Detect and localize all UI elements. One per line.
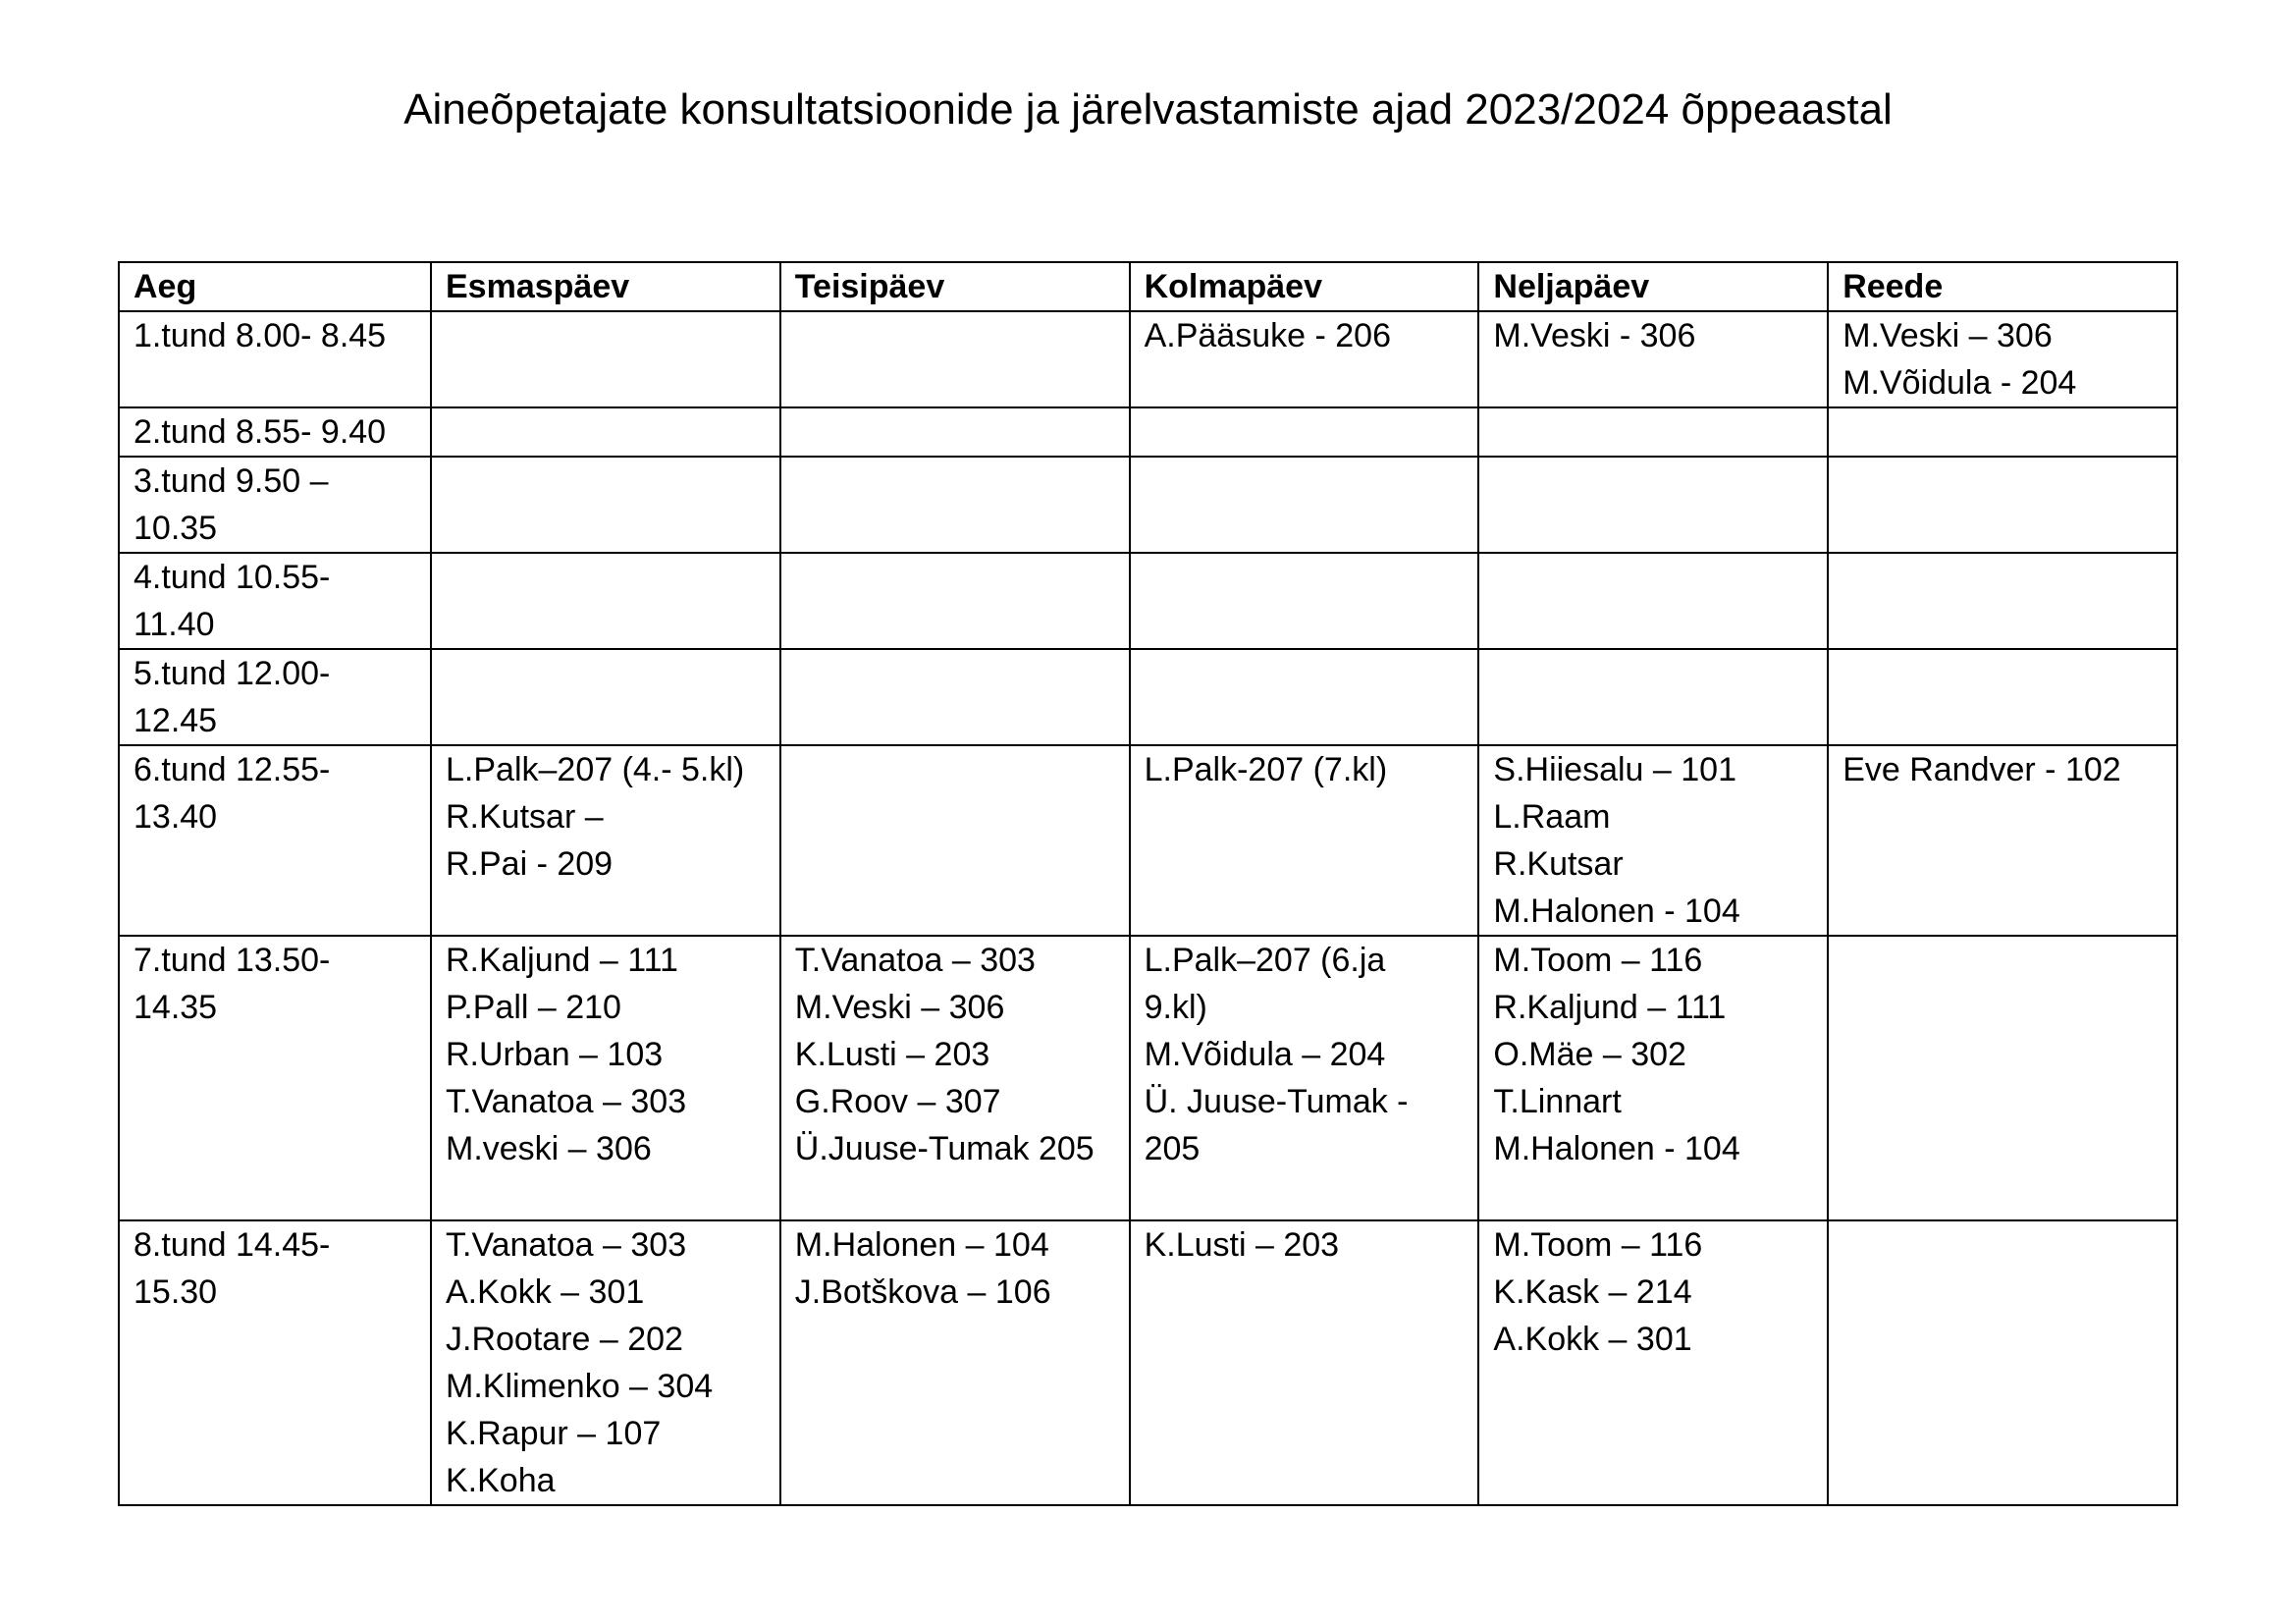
- teacher-entry: T.Linnart: [1493, 1083, 1622, 1120]
- schedule-cell-friday: [1828, 936, 2177, 1220]
- teacher-entry: M.Võidula – 204: [1144, 1036, 1386, 1073]
- teacher-entry: M.Klimenko – 304: [446, 1368, 714, 1405]
- time-cell: [119, 553, 431, 649]
- teacher-entry: T.Vanatoa – 303: [446, 1083, 687, 1120]
- time-cell: [119, 311, 431, 407]
- time-text: 3.tund 9.50 –: [133, 462, 329, 500]
- schedule-cell-tuesday: [780, 311, 1130, 407]
- time-text: 6.tund 12.55-: [133, 751, 331, 788]
- schedule-cell-monday: [431, 457, 780, 553]
- schedule-cell-thursday: [1478, 649, 1828, 745]
- time-text: 14.35: [133, 989, 218, 1026]
- schedule-cell-tuesday: [780, 407, 1130, 457]
- teacher-entry: K.Rapur – 107: [446, 1415, 662, 1452]
- teacher-entry: L.Palk–207 (4.- 5.kl): [446, 751, 745, 788]
- schedule-cell-wednesday: [1130, 1220, 1479, 1505]
- schedule-cell-tuesday: [780, 1220, 1130, 1505]
- teacher-entry: O.Mäe – 302: [1493, 1036, 1686, 1073]
- teacher-entry: J.Botškova – 106: [794, 1273, 1051, 1311]
- teacher-entry: P.Pall – 210: [446, 989, 621, 1026]
- header-friday: Reede: [1828, 262, 2177, 311]
- schedule-cell-wednesday: [1130, 745, 1479, 936]
- schedule-cell-monday: [431, 936, 780, 1220]
- time-text: 5.tund 12.00-: [133, 655, 331, 692]
- table-row: [119, 649, 2177, 745]
- schedule-cell-friday: [1828, 553, 2177, 649]
- header-tuesday: Teisipäev: [780, 262, 1130, 311]
- teacher-entry: L.Palk-207 (7.kl): [1144, 751, 1388, 788]
- consultation-schedule-table: [118, 261, 2178, 1506]
- schedule-cell-friday: [1828, 457, 2177, 553]
- schedule-cell-friday: [1828, 407, 2177, 457]
- schedule-cell-wednesday: [1130, 936, 1479, 1220]
- table-row: [119, 553, 2177, 649]
- time-text: 1.tund 8.00- 8.45: [133, 317, 387, 354]
- schedule-cell-tuesday: [780, 649, 1130, 745]
- time-text: 2.tund 8.55- 9.40: [133, 413, 387, 451]
- teacher-entry: M.Võidula - 204: [1842, 364, 2077, 402]
- schedule-cell-thursday: [1478, 457, 1828, 553]
- schedule-cell-wednesday: [1130, 311, 1479, 407]
- teacher-entry: K.Lusti – 203: [1144, 1226, 1340, 1264]
- teacher-entry: M.Halonen - 104: [1493, 893, 1740, 930]
- table-row: [119, 457, 2177, 553]
- teacher-entry: K.Lusti – 203: [794, 1036, 990, 1073]
- header-row: [119, 262, 2177, 311]
- teacher-entry: 205: [1144, 1130, 1201, 1167]
- teacher-entry: R.Pai - 209: [446, 845, 614, 883]
- table-row: [119, 745, 2177, 936]
- teacher-entry: L.Raam: [1493, 798, 1611, 836]
- teacher-entry: T.Vanatoa – 303: [794, 942, 1036, 979]
- teacher-entry: G.Roov – 307: [794, 1083, 1001, 1120]
- teacher-entry: R.Kutsar: [1493, 845, 1624, 883]
- schedule-cell-friday: [1828, 1220, 2177, 1505]
- teacher-entry: K.Kask – 214: [1493, 1273, 1692, 1311]
- time-text: 10.35: [133, 510, 218, 547]
- time-text: 12.45: [133, 702, 218, 739]
- schedule-cell-tuesday: [780, 936, 1130, 1220]
- header-time: Aeg: [119, 262, 431, 311]
- teacher-entry: A.Kokk – 301: [1493, 1321, 1692, 1358]
- teacher-entry: R.Kaljund – 111: [1493, 989, 1727, 1026]
- time-text: 7.tund 13.50-: [133, 942, 331, 979]
- schedule-cell-tuesday: [780, 553, 1130, 649]
- table-row: [119, 311, 2177, 407]
- teacher-entry: A.Pääsuke - 206: [1144, 317, 1391, 354]
- teacher-entry: M.Toom – 116: [1493, 942, 1703, 979]
- schedule-cell-thursday: [1478, 745, 1828, 936]
- table-row: [119, 407, 2177, 457]
- teacher-entry: R.Kutsar –: [446, 798, 604, 836]
- teacher-entry: R.Kaljund – 111: [446, 942, 678, 979]
- teacher-entry: R.Urban – 103: [446, 1036, 664, 1073]
- teacher-entry: T.Vanatoa – 303: [446, 1226, 687, 1264]
- schedule-cell-monday: [431, 1220, 780, 1505]
- teacher-entry: Eve Randver - 102: [1842, 751, 2121, 788]
- schedule-cell-monday: [431, 649, 780, 745]
- schedule-cell-monday: [431, 311, 780, 407]
- header-monday: Esmaspäev: [431, 262, 780, 311]
- time-cell: [119, 457, 431, 553]
- schedule-cell-thursday: [1478, 311, 1828, 407]
- teacher-entry: M.Veski - 306: [1493, 317, 1696, 354]
- teacher-entry: M.Veski – 306: [1842, 317, 2053, 354]
- teacher-entry: Ü. Juuse-Tumak -: [1144, 1083, 1409, 1120]
- schedule-cell-monday: [431, 745, 780, 936]
- schedule-cell-thursday: [1478, 1220, 1828, 1505]
- teacher-entry: Ü.Juuse-Tumak 205: [794, 1130, 1095, 1167]
- schedule-cell-monday: [431, 407, 780, 457]
- schedule-cell-wednesday: [1130, 457, 1479, 553]
- header-wednesday: Kolmapäev: [1130, 262, 1479, 311]
- time-text: 8.tund 14.45-: [133, 1226, 331, 1264]
- table-row: [119, 936, 2177, 1220]
- time-text: 11.40: [133, 606, 215, 643]
- schedule-cell-wednesday: [1130, 649, 1479, 745]
- teacher-entry: A.Kokk – 301: [446, 1273, 645, 1311]
- teacher-entry: J.Rootare – 202: [446, 1321, 683, 1358]
- schedule-cell-friday: [1828, 745, 2177, 936]
- table-row: [119, 1220, 2177, 1505]
- time-cell: [119, 649, 431, 745]
- schedule-cell-friday: [1828, 649, 2177, 745]
- schedule-body: [119, 311, 2177, 1505]
- teacher-entry: S.Hiiesalu – 101: [1493, 751, 1736, 788]
- schedule-cell-thursday: [1478, 553, 1828, 649]
- page-title: Aineõpetajate konsultatsioonide ja järelvastamiste ajad 2023/2024 õppeaastal: [403, 85, 1893, 134]
- schedule-cell-thursday: [1478, 936, 1828, 1220]
- schedule-cell-thursday: [1478, 407, 1828, 457]
- time-cell: [119, 1220, 431, 1505]
- header-thursday: Neljapäev: [1478, 262, 1828, 311]
- teacher-entry: K.Koha: [446, 1462, 556, 1499]
- teacher-entry: M.Halonen – 104: [794, 1226, 1049, 1264]
- schedule-cell-tuesday: [780, 457, 1130, 553]
- teacher-entry: M.Halonen - 104: [1493, 1130, 1740, 1167]
- time-cell: [119, 936, 431, 1220]
- time-text: 15.30: [133, 1273, 218, 1311]
- time-text: 13.40: [133, 798, 218, 836]
- teacher-entry: 9.kl): [1144, 989, 1207, 1026]
- schedule-cell-tuesday: [780, 745, 1130, 936]
- teacher-entry: L.Palk–207 (6.ja: [1144, 942, 1386, 979]
- time-text: 4.tund 10.55-: [133, 559, 331, 596]
- teacher-entry: M.Veski – 306: [794, 989, 1005, 1026]
- time-cell: [119, 745, 431, 936]
- teacher-entry: M.Toom – 116: [1493, 1226, 1703, 1264]
- time-cell: [119, 407, 431, 457]
- schedule-cell-friday: [1828, 311, 2177, 407]
- schedule-cell-wednesday: [1130, 407, 1479, 457]
- teacher-entry: M.veski – 306: [446, 1130, 652, 1167]
- schedule-cell-wednesday: [1130, 553, 1479, 649]
- schedule-cell-monday: [431, 553, 780, 649]
